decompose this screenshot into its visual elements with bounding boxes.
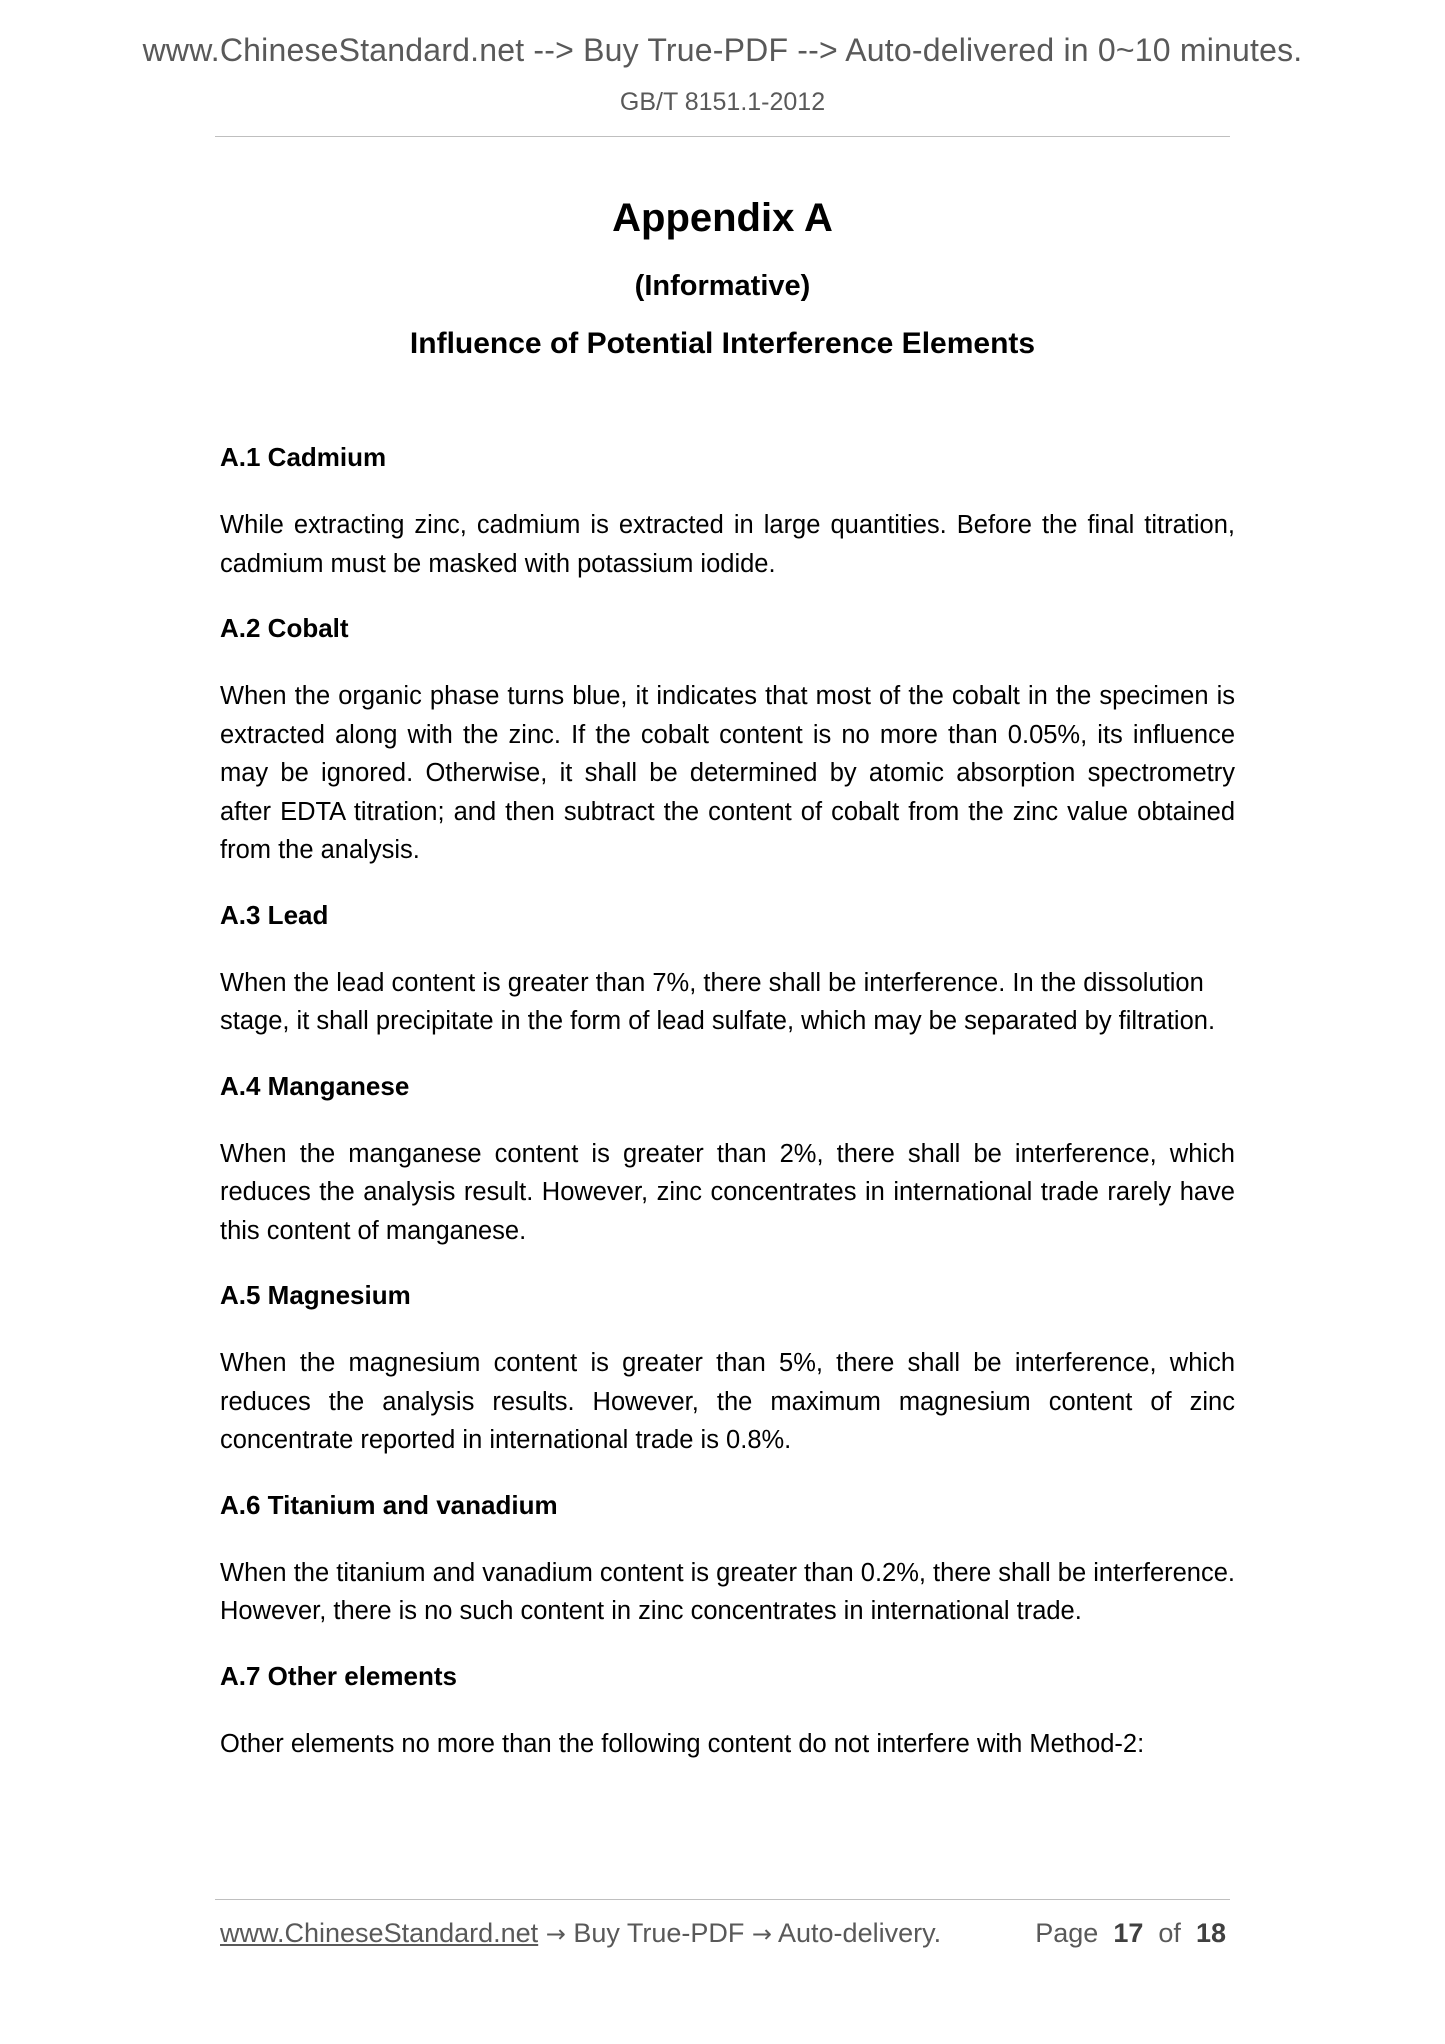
document-body: [220, 440, 1235, 1791]
page-total: 18: [1195, 1918, 1226, 1948]
section-heading-a4: A.4 Manganese: [220, 1070, 410, 1101]
section-text-a3-line1: When the lead content is greater than 7%, there shall be interference. In the dissolution: [220, 968, 1204, 997]
page-number: [1035, 1918, 1226, 1949]
section-heading-a6: A.6 Titanium and vanadium: [220, 1489, 558, 1520]
section-text-a3-line2: stage, it shall precipitate in the form of lead sulfate, which may be separated by filtration.: [220, 1007, 1216, 1035]
footer-delivery-text: Auto-delivery.: [778, 1918, 942, 1948]
section-heading-a1: A.1 Cadmium: [220, 442, 387, 472]
arrow-right-icon: →: [545, 1920, 566, 1948]
section-heading-a7: A.7 Other elements: [220, 1660, 457, 1691]
section-text-a4: When the manganese content is greater than 2%, there shall be interference, which reduces the analysis result. However, zinc concentrates in international trade rarely have this content of manganese.: [220, 1139, 1235, 1245]
section-heading-a3: A.3 Lead: [220, 899, 329, 930]
footer-divider: [215, 1899, 1230, 1900]
section-text-a2: When the organic phase turns blue, it indicates that most of the cobalt in the specimen is extracted along with the zinc. If the cobalt content is no more than 0.05%, its influence may be ignored. Otherwise, it shall be determined by atomic absorption spectrometry after EDTA titration; and then subtract the content of cobalt from the zinc value obtained from the analysis.: [220, 682, 1235, 864]
section-text-a6: When the titanium and vanadium content is greater than 0.2%, there shall be interference. However, there is no such content in zinc concentrates in international trade.: [220, 1558, 1235, 1625]
arrow-right-icon: →: [751, 1920, 772, 1948]
footer-buy-text: Buy True-PDF: [573, 1918, 745, 1948]
page-title: Appendix A: [612, 196, 833, 240]
section-text-a5: When the magnesium content is greater than 5%, there shall be interference, which reduces the analysis results. However, the maximum magnesium content of zinc concentrate reported in international trade is 0.8%.: [220, 1349, 1235, 1454]
section-heading-a5: A.5 Magnesium: [220, 1280, 411, 1310]
top-banner: www.ChineseStandard.net --> Buy True-PDF --> Auto-delivered in 0~10 minutes.: [142, 32, 1303, 68]
section-text-a3: [220, 964, 1235, 1041]
appendix-heading: Influence of Potential Interference Elements: [409, 327, 1036, 360]
page-current: 17: [1113, 1918, 1144, 1948]
standard-number: GB/T 8151.1-2012: [619, 88, 826, 116]
section-text-a1: While extracting zinc, cadmium is extracted in large quantities. Before the final titration, cadmium must be masked with potassium iodide.: [220, 511, 1235, 578]
page-subtitle: (Informative): [634, 270, 811, 302]
page-label: Page: [1035, 1918, 1099, 1948]
header-divider: [215, 136, 1230, 137]
footer-site-link[interactable]: www.ChineseStandard.net: [220, 1918, 539, 1948]
footer-links: [220, 1918, 941, 1949]
section-text-a7: Other elements no more than the following content do not interfere with Method-2:: [220, 1729, 1145, 1758]
page-of: of: [1158, 1918, 1181, 1948]
section-heading-a2: A.2 Cobalt: [220, 613, 349, 643]
page-footer: [220, 1918, 1230, 1954]
